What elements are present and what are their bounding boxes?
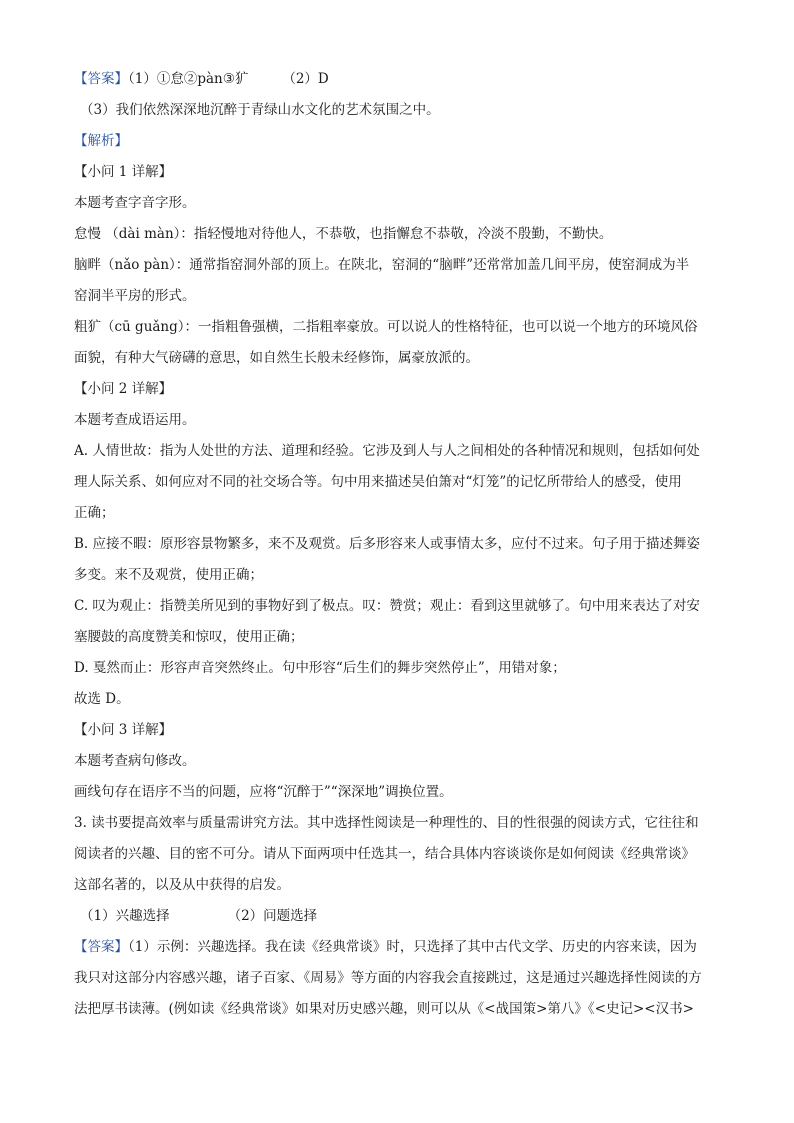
paragraph-line: 粗犷（cū guǎng）：一指粗鲁强横，二指粗率豪放。可以说人的性格特征，也可以说一个地方的环境风俗 (74, 319, 698, 335)
paragraph-line: 正确； (74, 505, 115, 521)
question-3-options: （1）兴趣选择 （2）问题选择 (80, 908, 318, 924)
question-3-line: 这部名著的，以及从中获得的启发。 (74, 877, 290, 893)
paragraph-line: B. 应接不暇：原形容景物繁多，来不及观赏。后多形容来人或事情太多，应付不过来。句子用于描述舞姿 (74, 536, 701, 552)
paragraph-line: A. 人情世故：指为人处世的方法、道理和经验。它涉及到人与人之间相处的各种情况和规则，包括如何处 (74, 443, 700, 459)
answer-line-3: （3）我们依然深深地沉醉于青绿山水文化的艺术氛围之中。 (80, 102, 440, 118)
paragraph-line: 本题考查字音字形。 (74, 195, 196, 211)
question-3-line: 阅读者的兴趣、目的密不可分。请从下面两项中任选其一，结合具体内容谈谈你是如何阅读《经典常谈》 (74, 846, 695, 862)
paragraph-line: 脑畔（nǎo pàn）：通常指窑洞外部的顶上。在陕北，窑洞的“脑畔”还常常加盖几间平房，使窑洞成为半 (74, 257, 690, 273)
paragraph-line: 理人际关系、如何应对不同的社交场合等。句中用来描述吴伯箫对“灯笼”的记忆所带给人的感受，使用 (74, 474, 682, 490)
answer-line-1 (74, 69, 724, 89)
paragraph-line: 本题考查成语运用。 (74, 412, 196, 428)
paragraph-line: 窑洞半平房的形式。 (74, 288, 196, 304)
answer-tag: 【答案】 (74, 939, 128, 955)
paragraph-line: 怠慢 （dài màn）：指轻慢地对待他人，不恭敬，也指懈怠不恭敬，冷淡不殷勤，不勤快。 (74, 226, 613, 242)
paragraph-line: 面貌，有种大气磅礴的意思，如自然生长般未经修饰，属豪放派的。 (74, 350, 479, 366)
paragraph-line: 画线句存在语序不当的问题，应将“沉醉于”“深深地”调换位置。 (74, 784, 453, 800)
answer-3-line: 法把厚书读薄。(例如读《经典常谈》如果对历史感兴趣，则可以从《<战国策>第八》《<史记><汉书> (74, 1001, 694, 1017)
paragraph-line: 塞腰鼓的高度赞美和惊叹，使用正确； (74, 629, 304, 645)
paragraph-line: D. 戛然而止：形容声音突然终止。句中形容“后生们的舞步突然停止”，用错对象； (74, 660, 566, 676)
question-3-line: 3. 读书要提高效率与质量需讲究方法。其中选择性阅读是一种理性的、目的性很强的阅读方式，它往往和 (74, 815, 699, 831)
subquestion-3-heading: 【小问 3 详解】 (74, 722, 173, 738)
subquestion-2-heading: 【小问 2 详解】 (74, 381, 173, 397)
paragraph-line: 多变。来不及观赏，使用正确； (74, 567, 263, 583)
paragraph-line: C. 叹为观止：指赞美所见到的事物好到了极点。叹：赞赏；观止：看到这里就够了。句中用来表达了对安 (74, 598, 700, 614)
answer-3-line: 【答案】（1）示例：兴趣选择。我在读《经典常谈》时，只选择了其中古代文学、历史的内容来读，因为 (74, 939, 697, 955)
answer-tag: 【答案】 (74, 71, 128, 87)
analysis-heading: 【解析】 (74, 133, 128, 149)
answer-3-line: 我只对这部分内容感兴趣，诸子百家、《周易》等方面的内容我会直接跳过，这是通过兴趣选择性阅读的方 (74, 970, 702, 986)
paragraph-line: 本题考查病句修改。 (74, 753, 196, 769)
paragraph-line: 故选 D。 (74, 691, 130, 707)
answer-text: （1）①怠②pàn③犷 (128, 71, 249, 87)
answer-text-2: （2）D (282, 71, 329, 87)
subquestion-1-heading: 【小问 1 详解】 (74, 164, 173, 180)
